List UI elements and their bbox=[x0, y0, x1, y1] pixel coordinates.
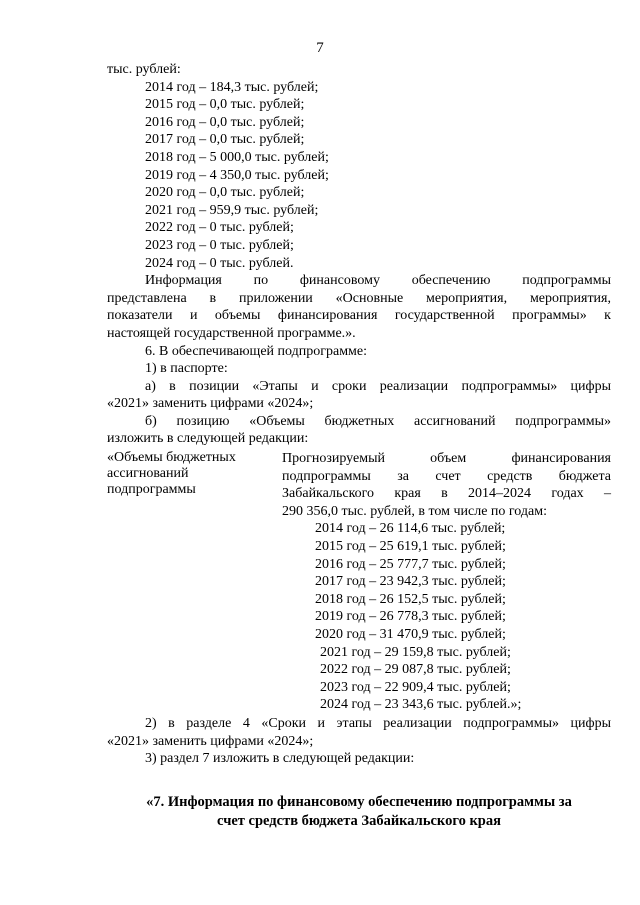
item-1-passport: 1) в паспорте: bbox=[145, 361, 228, 377]
paragraph-line: 2) в разделе 4 «Сроки и этапы реализации подпрограммы» цифры bbox=[145, 715, 611, 731]
table-right-line: Забайкальского края в 2014–2024 годах – bbox=[282, 486, 611, 502]
table-year-item: 2015 год – 25 619,1 тыс. рублей; bbox=[315, 539, 506, 555]
paragraph-line: показатели и объемы финансирования государственной программы» к bbox=[107, 308, 611, 324]
list-item: 2020 год – 0,0 тыс. рублей; bbox=[145, 185, 305, 201]
table-year-item: 2019 год – 26 778,3 тыс. рублей; bbox=[315, 609, 506, 625]
item-6: 6. В обеспечивающей подпрограмме: bbox=[145, 343, 368, 359]
item-b bbox=[107, 413, 611, 448]
paragraph-line: Информация по финансовому обеспечению подпрограммы bbox=[145, 273, 611, 289]
list-item: 2014 год – 184,3 тыс. рублей; bbox=[145, 79, 319, 95]
paragraph-line: «2021» заменить цифрами «2024»; bbox=[107, 396, 314, 412]
paragraph-line: а) в позиции «Этапы и сроки реализации подпрограммы» цифры bbox=[145, 378, 611, 394]
list-item: 2018 год – 5 000,0 тыс. рублей; bbox=[145, 149, 329, 165]
document-body bbox=[107, 61, 611, 831]
table-year-item: 2022 год – 29 087,8 тыс. рублей; bbox=[320, 662, 511, 678]
list-item: 2021 год – 959,9 тыс. рублей; bbox=[145, 202, 319, 218]
table-year-item: 2021 год – 29 159,8 тыс. рублей; bbox=[320, 644, 511, 660]
table-right-line: 290 356,0 тыс. рублей, в том числе по годам: bbox=[282, 503, 547, 519]
list-item: 2022 год – 0 тыс. рублей; bbox=[145, 220, 294, 236]
table-year-item: 2016 год – 25 777,7 тыс. рублей; bbox=[315, 556, 506, 572]
years-list-1 bbox=[107, 79, 611, 273]
table-left-line: подпрограммы bbox=[107, 482, 196, 498]
table-year-item: 2023 год – 22 909,4 тыс. рублей; bbox=[320, 679, 511, 695]
table-right-line: подпрограммы за счет средств бюджета bbox=[282, 468, 611, 484]
intro-line: тыс. рублей: bbox=[107, 62, 181, 77]
paragraph-line: настоящей государственной программе.». bbox=[107, 325, 356, 341]
table-year-item: 2017 год – 23 942,3 тыс. рублей; bbox=[315, 574, 506, 590]
table-left-cell bbox=[107, 450, 282, 714]
heading-line: счет средств бюджета Забайкальского края bbox=[217, 812, 501, 829]
list-item: 2016 год – 0,0 тыс. рублей; bbox=[145, 114, 305, 130]
item-3: 3) раздел 7 изложить в следующей редакции: bbox=[145, 751, 415, 767]
list-item: 2017 год – 0,0 тыс. рублей; bbox=[145, 132, 305, 148]
list-item: 2019 год – 4 350,0 тыс. рублей; bbox=[145, 167, 329, 183]
table-left-line: ассигнований bbox=[107, 466, 189, 482]
list-item: 2015 год – 0,0 тыс. рублей; bbox=[145, 97, 305, 113]
table-right-line: Прогнозируемый объем финансирования bbox=[282, 451, 611, 467]
paragraph-line: представлена в приложении «Основные мероприятия, мероприятия, bbox=[107, 290, 611, 306]
table-left-line: «Объемы бюджетных bbox=[107, 450, 236, 466]
page-number: 7 bbox=[316, 40, 324, 56]
list-item: 2024 год – 0 тыс. рублей. bbox=[145, 255, 294, 271]
table-year-item: 2014 год – 26 114,6 тыс. рублей; bbox=[315, 521, 506, 537]
table-right-cell bbox=[282, 450, 611, 714]
info-paragraph bbox=[107, 272, 611, 342]
table-year-item: 2020 год – 31 470,9 тыс. рублей; bbox=[315, 627, 506, 642]
section-heading bbox=[107, 793, 611, 831]
item-2 bbox=[107, 715, 611, 750]
table-year-item: 2024 год – 23 343,6 тыс. рублей.»; bbox=[320, 697, 522, 713]
paragraph-line: изложить в следующей редакции: bbox=[107, 431, 309, 447]
list-item: 2023 год – 0 тыс. рублей; bbox=[145, 237, 294, 253]
paragraph-line: «2021» заменить цифрами «2024»; bbox=[107, 733, 314, 749]
heading-line: «7. Информация по финансовому обеспечению подпрограммы за bbox=[146, 793, 572, 810]
item-a bbox=[107, 378, 611, 413]
table-year-item: 2018 год – 26 152,5 тыс. рублей; bbox=[315, 591, 506, 607]
budget-table bbox=[107, 450, 611, 714]
paragraph-line: б) позицию «Объемы бюджетных ассигнований подпрограммы» bbox=[145, 413, 611, 429]
